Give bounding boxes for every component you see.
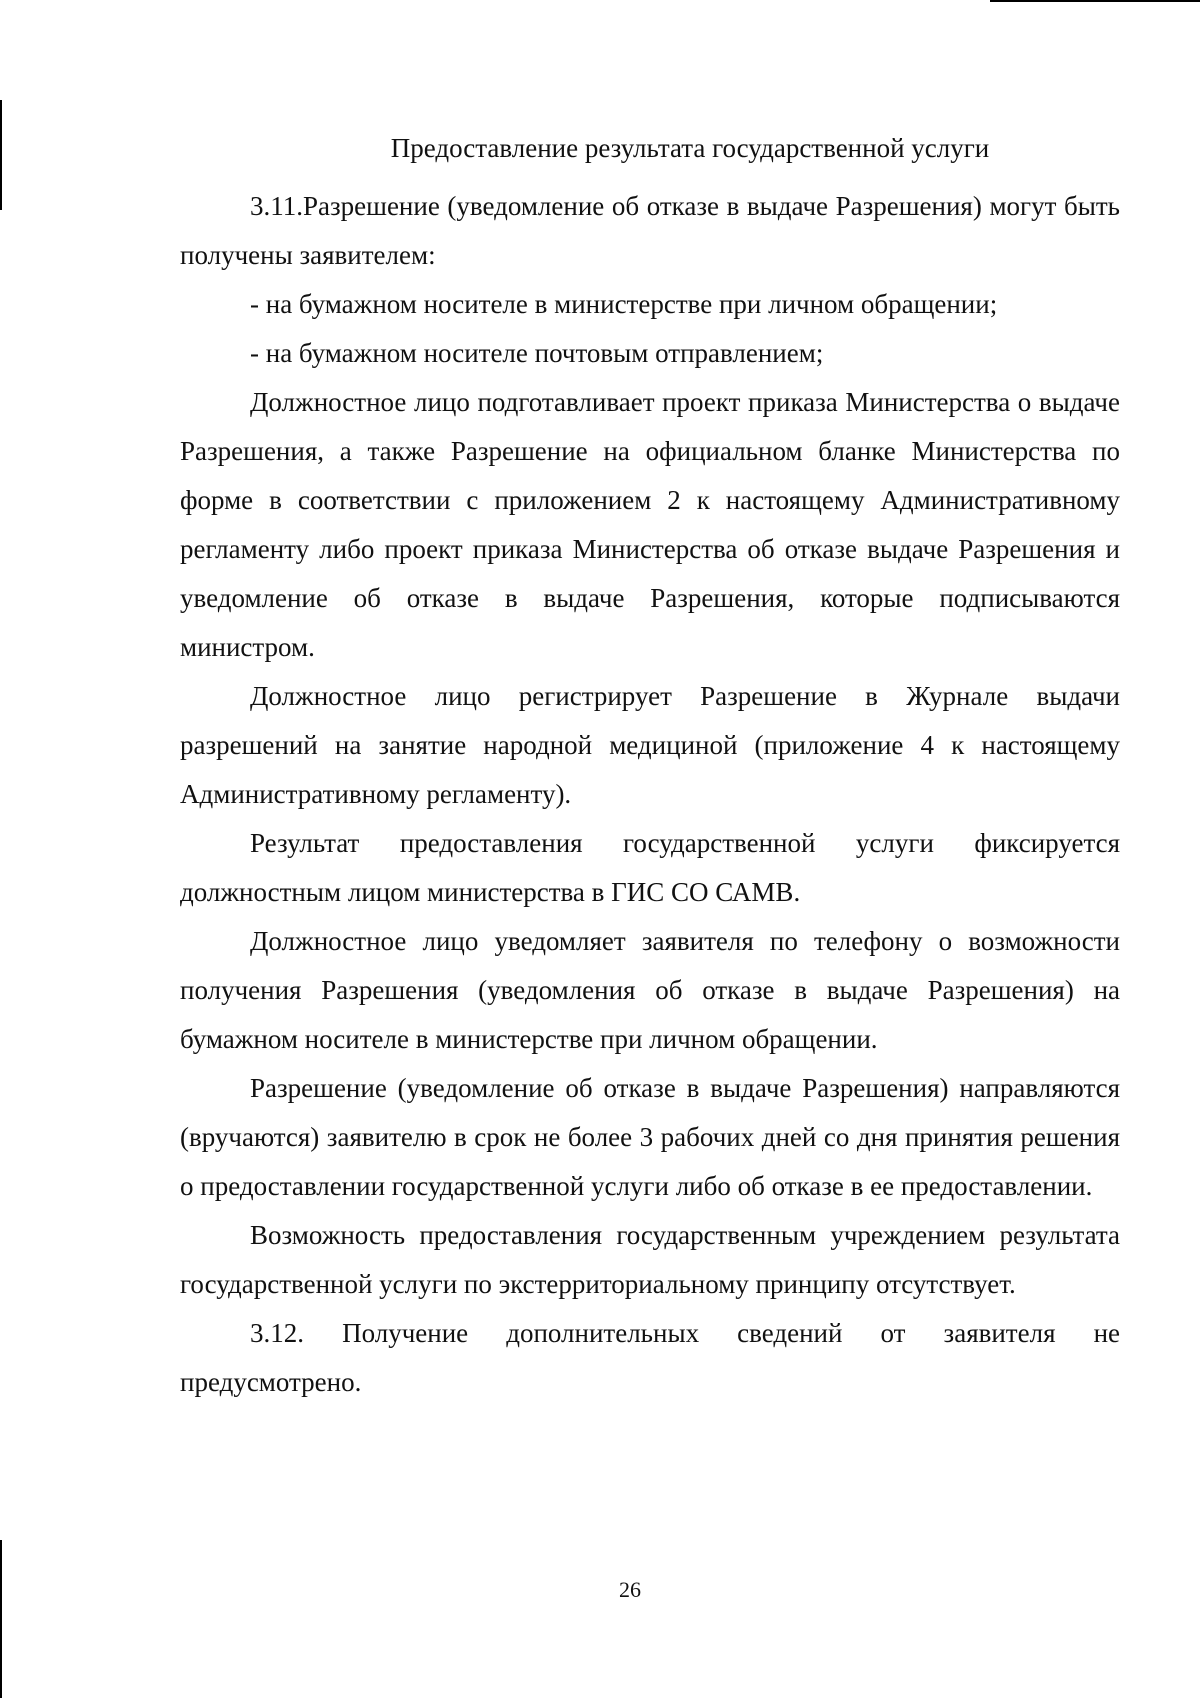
scan-edge-left-top — [0, 100, 2, 210]
body-text — [180, 182, 1120, 1407]
paragraph-register-permit: Должностное лицо регистрирует Разрешение в Журнале выдачи разрешений на занятие народной медициной (приложение 4 к настоящему Административному регламенту). — [180, 681, 1120, 809]
scan-edge-top — [990, 0, 1200, 2]
paragraph-3-12: 3.12. Получение дополнительных сведений от заявителя не предусмотрено. — [180, 1318, 1120, 1397]
paragraph-extraterritorial: Возможность предоставления государственным учреждением результата государственной услуги по экстерриториальному принципу отсутствует. — [180, 1220, 1120, 1299]
paragraph-3-11: 3.11.Разрешение (уведомление об отказе в выдаче Разрешения) могут быть получены заявителем: — [180, 191, 1120, 270]
paragraph-prepare-order: Должностное лицо подготавливает проект приказа Министерства о выдаче Разрешения, а также Разрешение на официальном бланке Министерства по форме в соответствии с приложением 2 к настоящему Административному регламенту либо проект приказа Министерства об отказе выдаче Разрешения и уведомление об отказе в выдаче Разрешения, которые подписываются министром. — [180, 387, 1120, 662]
list-item-paper-by-mail: - на бумажном носителе почтовым отправлением; — [250, 338, 824, 368]
paragraph-notify-applicant: Должностное лицо уведомляет заявителя по телефону о возможности получения Разрешения (уведомления об отказе в выдаче Разрешения) на бумажном носителе в министерстве при личном обращении. — [180, 926, 1120, 1054]
section-heading: Предоставление результата государственной услуги — [390, 133, 990, 163]
page-number: 26 — [619, 1577, 641, 1602]
scan-edge-left-bottom — [0, 1540, 2, 1698]
paragraph-result-recorded: Результат предоставления государственной услуги фиксируется должностным лицом министерства в ГИС СО САМВ. — [180, 828, 1120, 907]
list-item-paper-in-ministry: - на бумажном носителе в министерстве при личном обращении; — [250, 289, 998, 319]
paragraph-delivery-deadline: Разрешение (уведомление об отказе в выдаче Разрешения) направляются (вручаются) заявителю в срок не более 3 рабочих дней со дня принятия решения о предоставлении государственной услуги либо об отказе в ее предоставлении. — [180, 1073, 1120, 1201]
